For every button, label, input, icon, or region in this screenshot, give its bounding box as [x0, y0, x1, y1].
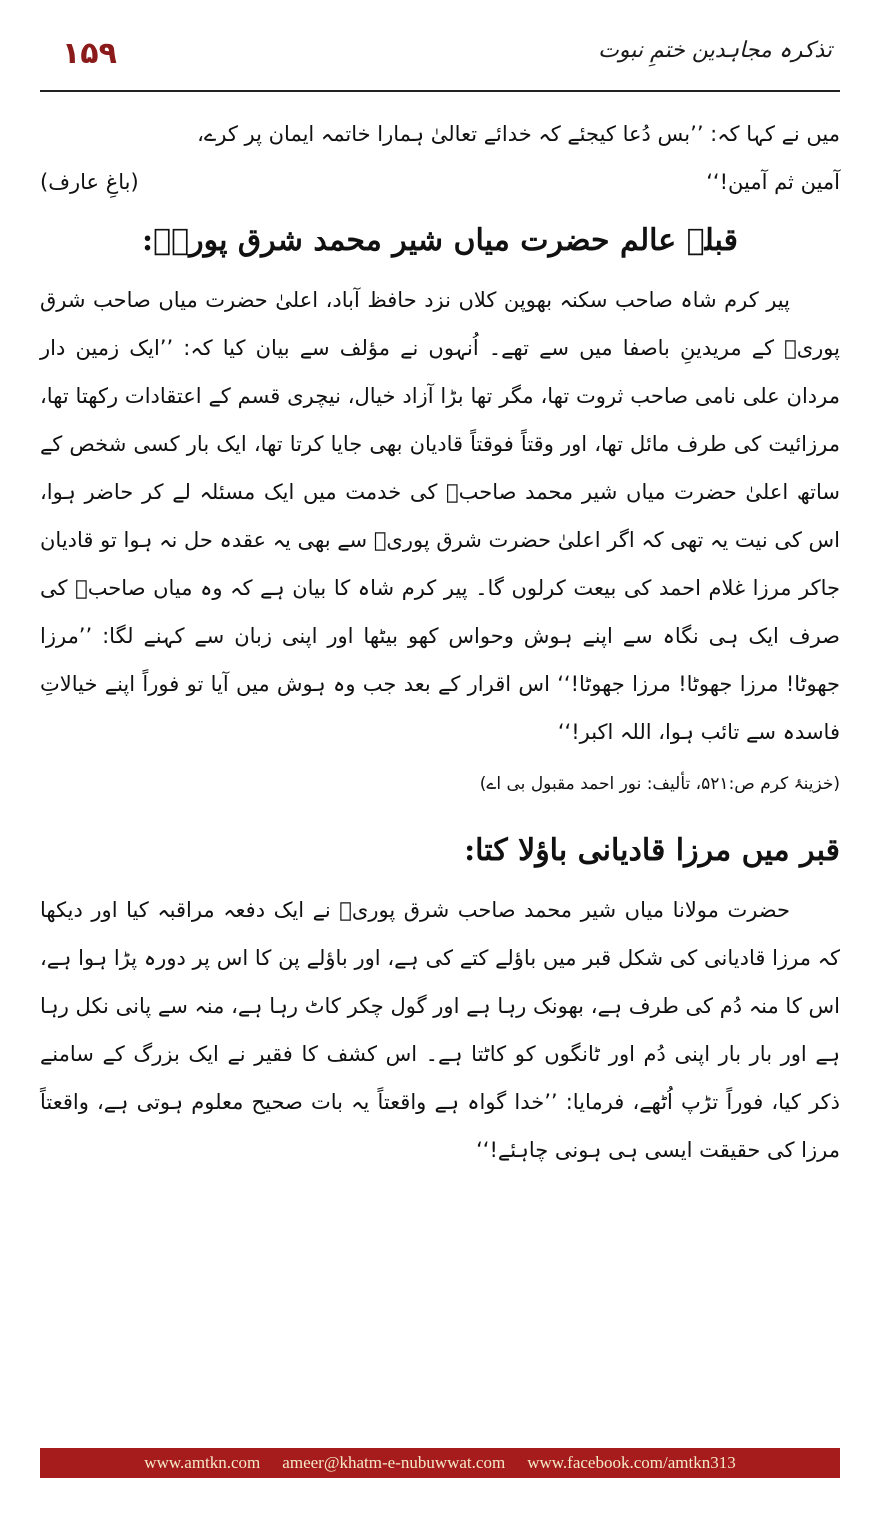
intro-closing — [40, 158, 840, 206]
section-heading-sharqpuri: قبلۂ عالم حضرت میاں شیر محمد شرق پوریؒ: — [142, 223, 738, 258]
intro-closing-text: آمین ثم آمین!‘‘ — [706, 170, 840, 194]
footer-email-link[interactable]: ameer@khatm-e-nubuwwat.com — [282, 1453, 506, 1472]
footer-facebook-link[interactable]: www.facebook.com/amtkn313 — [527, 1453, 736, 1472]
citation: (خزینۂ کرم ص:۵۲۱، تألیف: نور احمد مقبول بی اے) — [479, 774, 840, 794]
section-body-grave: حضرت مولانا میاں شیر محمد صاحب شرق پوریؒ نے ایک دفعہ مراقبہ کیا اور دیکھا کہ مرزا قادیانی کی شکل قبر میں باؤلے کتے کی ہے، اور باؤلے پن کا اس پر دورہ پڑا ہوا ہے، اس کا منہ دُم کی طرف ہے، بھونک رہا ہے اور گول چکر کاٹ رہا ہے، منہ سے پانی نکل رہا ہے اور بار بار اپنی دُم اور ٹانگوں کو کاٹتا ہے۔ اس کشف کا فقیر نے ایک بزرگ کے سامنے ذکر کیا، فوراً تڑپ اُٹھے، فرمایا: ’’خدا گواہ ہے واقعتاً یہ بات صحیح معلوم ہوتی ہے، واقعتاً مرزا کی حقیقت ایسی ہی ہونی چاہئے!‘‘ — [40, 898, 840, 1162]
page-header — [40, 30, 840, 92]
page-number: ۱۵۹ — [62, 36, 117, 71]
intro-line: میں نے کہا کہ: ’’بس دُعا کیجئے کہ خدائے تعالیٰ ہمارا خاتمہ ایمان پر کرے، — [197, 122, 840, 146]
intro-source: (باغِ عارف) — [40, 170, 139, 194]
footer-bar — [40, 1448, 840, 1478]
page-content — [40, 110, 840, 1174]
section-body-sharqpuri: پیر کرم شاہ صاحب سکنہ بھوپن کلاں نزد حافظ آباد، اعلیٰ حضرت میاں صاحب شرق پوریؒ کے مریدینِ باصفا میں سے تھے۔ اُنہوں نے مؤلف سے بیان کیا کہ: ’’ایک زمین دار مردان علی نامی صاحب ثروت تھا، مگر تھا بڑا آزاد خیال، نیچری قسم کے اعتقادات رکھتا تھا، مرزائیت کی طرف مائل تھا، اور وقتاً فوقتاً قادیان بھی جایا کرتا تھا، ایک بار کسی شخص کے ساتھ اعلیٰ حضرت میاں شیر محمد صاحبؒ کی خدمت میں ایک مسئلہ لے کر حاضر ہوا، اس کی نیت یہ تھی کہ اگر اعلیٰ حضرت شرق پوریؒ سے بھی یہ عقدہ حل نہ ہوا تو قادیان جاکر مرزا غلام احمد کی بیعت کرلوں گا۔ پیر کرم شاہ کا بیان ہے کہ وہ میاں صاحبؒ کی صرف ایک ہی نگاہ سے اپنے ہوش وحواس کھو بیٹھا اور اپنی زبان سے کہنے لگا: ’’مرزا جھوٹا! مرزا جھوٹا! مرزا جھوٹا!‘‘ اس اقرار کے بعد جب وہ ہوش میں آیا تو فوراً اپنے خیالاتِ فاسدہ سے تائب ہوا، اللہ اکبر!‘‘ — [40, 288, 840, 744]
footer-website-link[interactable]: www.amtkn.com — [144, 1453, 261, 1472]
book-title: تذکرہ مجاہدین ختمِ نبوت — [598, 38, 832, 63]
section-heading-grave: قبر میں مرزا قادیانی باؤلا کتا: — [464, 833, 840, 868]
